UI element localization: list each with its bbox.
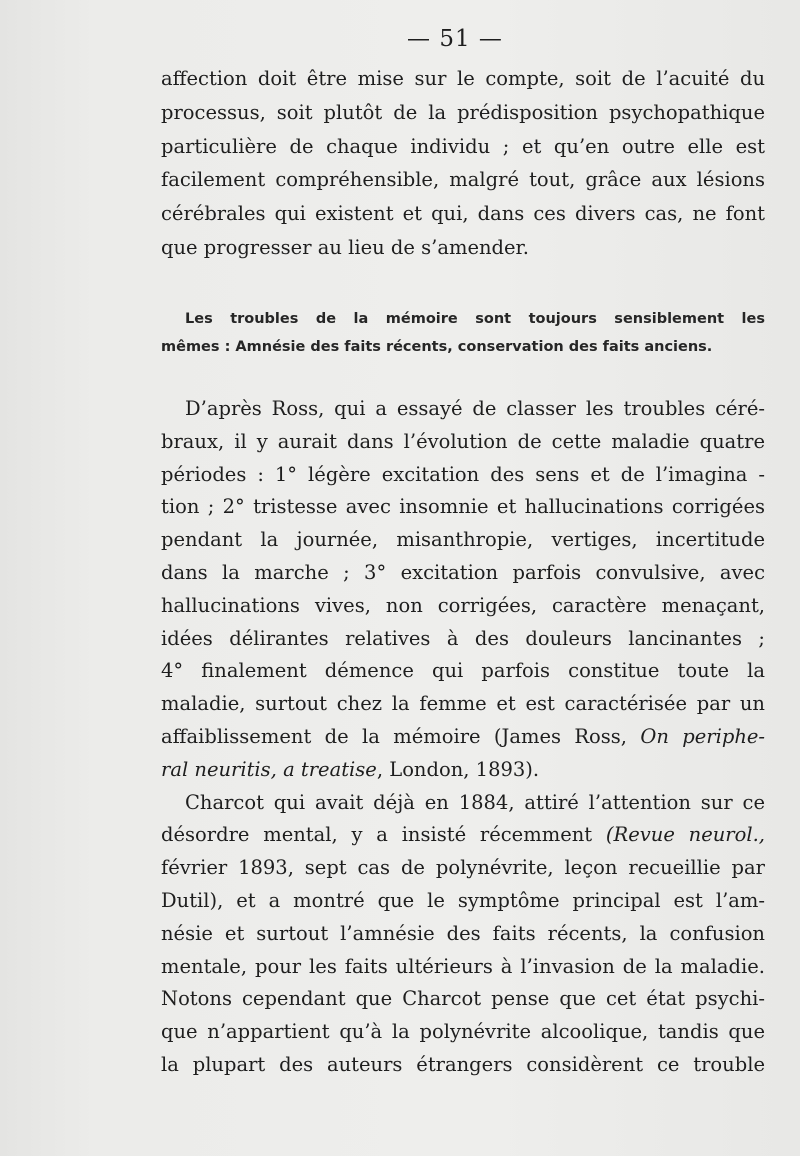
paragraph-1 bbox=[161, 62, 765, 265]
text-line: processus, soit plutôt de la prédisposition psychopathique bbox=[161, 100, 765, 124]
text-line: dans la marche ; 3° excitation parfois convulsive, avec bbox=[161, 560, 765, 584]
text-line: Notons cependant que Charcot pense que cet état psychi- bbox=[161, 987, 765, 1011]
text-line bbox=[161, 819, 765, 852]
text-line: particulière de chaque individu ; et qu’en outre elle est bbox=[161, 134, 765, 158]
italic-citation: ral neuritis, a treatise bbox=[161, 757, 377, 781]
text-line: tion ; 2° tristesse avec insomnie et hallucinations corrigées bbox=[161, 495, 765, 519]
text-span: affaiblissement de la mémoire (James Ross, bbox=[161, 724, 641, 748]
text-span: , London, 1893). bbox=[376, 757, 540, 781]
text-line: mentale, pour les faits ultérieurs à l’invasion de la maladie. bbox=[161, 954, 765, 978]
text-line: affection doit être mise sur le compte, soit de l’acuité du bbox=[161, 67, 765, 90]
text-line: Charcot qui avait déjà en 1884, attiré l’attention sur ce bbox=[185, 790, 765, 814]
paragraph-2-summary bbox=[161, 305, 765, 361]
text-line: pendant la journée, misanthropie, vertiges, incertitude bbox=[161, 528, 765, 552]
text-line: Dutil), et a montré que le symptôme principal est l’am- bbox=[161, 888, 765, 912]
text-line: mêmes : Amnésie des faits récents, conservation des faits anciens. bbox=[161, 339, 713, 355]
italic-citation: (Revue neurol., bbox=[605, 823, 766, 847]
text-line: que n’appartient qu’à la polynévrite alcoolique, tandis que bbox=[161, 1020, 765, 1044]
text-line: D’après Ross, qui a essayé de classer les troubles céré- bbox=[185, 397, 765, 420]
page-number: — 51 — bbox=[407, 26, 503, 52]
text-line: 4° finalement démence qui parfois constitue toute la bbox=[161, 659, 765, 683]
text-line: braux, il y aurait dans l’évolution de cette maladie quatre bbox=[161, 429, 765, 453]
text-line: facilement compréhensible, malgré tout, grâce aux lésions bbox=[161, 168, 765, 192]
text-line: périodes : 1° légère excitation des sens et de l’imagina - bbox=[161, 462, 765, 486]
text-line: nésie et surtout l’amnésie des faits récents, la confusion bbox=[161, 921, 765, 945]
text-line: Les troubles de la mémoire sont toujours sensiblement les bbox=[185, 311, 765, 327]
text-line bbox=[161, 721, 765, 754]
paragraph-3 bbox=[161, 393, 765, 1082]
text-line: maladie, surtout chez la femme et est caractérisée par un bbox=[161, 692, 765, 716]
text-line: la plupart des auteurs étrangers considèrent ce trouble bbox=[161, 1052, 765, 1076]
italic-citation: On periphe- bbox=[640, 724, 766, 748]
text-line: cérébrales qui existent et qui, dans ces divers cas, ne font bbox=[161, 202, 765, 226]
text-span: désordre mental, y a insisté récemment bbox=[161, 823, 606, 847]
text-line: idées délirantes relatives à des douleurs lancinantes ; bbox=[161, 626, 765, 650]
text-line: hallucinations vives, non corrigées, caractère menaçant, bbox=[161, 593, 765, 617]
text-line: que progresser au lieu de s’amender. bbox=[161, 235, 529, 259]
text-line bbox=[161, 754, 765, 787]
text-line: février 1893, sept cas de polynévrite, leçon recueillie par bbox=[161, 856, 765, 880]
